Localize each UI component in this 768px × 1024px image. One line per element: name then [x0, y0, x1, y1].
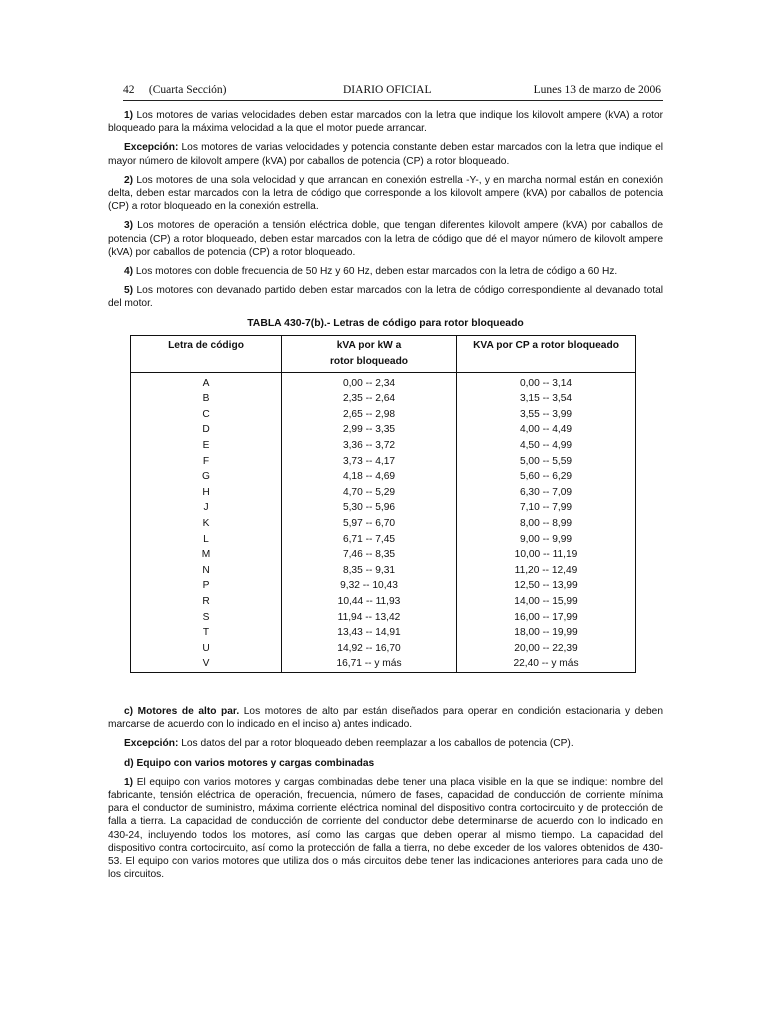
cell-kva-per-kw: 2,35 -- 2,64	[282, 391, 457, 407]
table-row	[131, 422, 636, 438]
bottom-paragraph	[108, 757, 663, 770]
table-row	[131, 563, 636, 579]
cell-code-letter: S	[131, 610, 282, 626]
table-row	[131, 372, 636, 391]
top-paragraphs	[108, 109, 663, 311]
top-paragraph	[108, 141, 663, 167]
cell-kva-per-kw: 5,97 -- 6,70	[282, 516, 457, 532]
cell-code-letter: A	[131, 372, 282, 391]
cell-code-letter: C	[131, 407, 282, 423]
header-date: Lunes 13 de marzo de 2006	[533, 84, 661, 96]
cell-kva-per-cp: 4,00 -- 4,49	[457, 422, 636, 438]
cell-code-letter: T	[131, 625, 282, 641]
cell-kva-per-kw: 11,94 -- 13,42	[282, 610, 457, 626]
cell-code-letter: P	[131, 578, 282, 594]
paragraph-lead: d) Equipo con varios motores y cargas combinadas	[124, 757, 375, 769]
cell-kva-per-cp: 6,30 -- 7,09	[457, 485, 636, 501]
table-row	[131, 485, 636, 501]
paragraph-lead: 1)	[124, 776, 134, 788]
cell-kva-per-cp: 9,00 -- 9,99	[457, 532, 636, 548]
cell-kva-per-kw: 13,43 -- 14,91	[282, 625, 457, 641]
cell-kva-per-kw: 6,71 -- 7,45	[282, 532, 457, 548]
bottom-paragraph	[108, 776, 663, 882]
table-row	[131, 578, 636, 594]
table-row	[131, 547, 636, 563]
table-row	[131, 516, 636, 532]
top-paragraph	[108, 265, 663, 278]
top-paragraph	[108, 284, 663, 310]
cell-kva-per-kw: 0,00 -- 2,34	[282, 372, 457, 391]
table-row	[131, 625, 636, 641]
page-header	[123, 82, 663, 101]
paragraph-lead: c) Motores de alto par.	[124, 705, 240, 717]
cell-code-letter: F	[131, 454, 282, 470]
paragraph-text: Los motores con doble frecuencia de 50 Hz y 60 Hz, deben estar marcados con la letra de código a 60 Hz.	[133, 266, 618, 278]
table-header-row	[131, 335, 636, 372]
paragraph-lead: 2)	[124, 174, 134, 186]
cell-kva-per-cp: 7,10 -- 7,99	[457, 500, 636, 516]
cell-kva-per-kw: 9,32 -- 10,43	[282, 578, 457, 594]
cell-kva-per-kw: 2,99 -- 3,35	[282, 422, 457, 438]
bottom-paragraph	[108, 705, 663, 731]
paragraph-text: El equipo con varios motores y cargas combinadas debe tener una placa visible en la que se indique: nombre del fabricante, tensión eléctrica de operación, frecuencia, número de fases, capacidad de conducción de corriente mínima para el conductor de suministro, máxima corriente eléctrica nominal del dispositivo contra cortocircuito y de protección de falla a tierra. La capacidad de conducción de corriente del conductor debe determinarse de acuerdo con lo indicado en 430-24, incluyendo todos los motores, así como las cargas que deben operar al mismo tiempo. La capacidad del dispositivo contra cortocircuito, así como la protección de falla a tierra, no debe exceder de los valores obtenidos de 430-53. El equipo con varios motores que utiliza dos o más circuitos debe tener las indicaciones anteriores para cada uno de los circuitos.	[108, 776, 663, 881]
top-paragraph	[108, 219, 663, 259]
header-page-section: 42 (Cuarta Sección)	[123, 84, 227, 96]
cell-kva-per-cp: 14,00 -- 15,99	[457, 594, 636, 610]
cell-code-letter: G	[131, 469, 282, 485]
table-row	[131, 391, 636, 407]
cell-kva-per-cp: 5,60 -- 6,29	[457, 469, 636, 485]
cell-kva-per-kw: 10,44 -- 11,93	[282, 594, 457, 610]
cell-kva-per-cp: 20,00 -- 22,39	[457, 641, 636, 657]
code-letter-table	[130, 335, 636, 673]
paragraph-lead: Excepción:	[124, 142, 179, 154]
cell-code-letter: M	[131, 547, 282, 563]
cell-code-letter: B	[131, 391, 282, 407]
table-row	[131, 454, 636, 470]
cell-code-letter: V	[131, 656, 282, 672]
cell-kva-per-kw: 4,70 -- 5,29	[282, 485, 457, 501]
paragraph-lead: 4)	[124, 266, 134, 278]
paragraph-text: Los motores de alto par están diseñados para operar en condición estacionaria y deben marcarse de acuerdo con lo indicado en el inciso a) antes indicado.	[108, 705, 663, 731]
cell-kva-per-kw: 3,36 -- 3,72	[282, 438, 457, 454]
cell-kva-per-cp: 3,15 -- 3,54	[457, 391, 636, 407]
paragraph-text: Los motores de varias velocidades y potencia constante deben estar marcados con la letra que indique el mayor número de kilovolt ampere (kVA) por caballos de potencia (CP) a rotor bloqueado.	[108, 142, 663, 167]
cell-kva-per-cp: 4,50 -- 4,99	[457, 438, 636, 454]
cell-kva-per-cp: 16,00 -- 17,99	[457, 610, 636, 626]
paragraph-lead: 1)	[124, 110, 134, 121]
cell-kva-per-cp: 8,00 -- 8,99	[457, 516, 636, 532]
top-paragraph	[108, 174, 663, 214]
bottom-paragraph	[108, 737, 663, 750]
table-row	[131, 656, 636, 672]
table-row	[131, 532, 636, 548]
paragraph-lead: 3)	[124, 220, 134, 232]
cell-kva-per-cp: 5,00 -- 5,59	[457, 454, 636, 470]
cell-code-letter: H	[131, 485, 282, 501]
cell-code-letter: R	[131, 594, 282, 610]
cell-kva-per-cp: 3,55 -- 3,99	[457, 407, 636, 423]
table-header-letter: Letra de código	[131, 335, 282, 372]
cell-code-letter: N	[131, 563, 282, 579]
bottom-paragraphs	[108, 705, 663, 881]
cell-code-letter: U	[131, 641, 282, 657]
paragraph-lead: Excepción:	[124, 738, 179, 750]
paragraph-text: Los datos del par a rotor bloqueado deben reemplazar a los caballos de potencia (CP).	[178, 738, 574, 750]
table-caption: TABLA 430-7(b).- Letras de código para rotor bloqueado	[247, 317, 524, 329]
paragraph-text: Los motores con devanado partido deben estar marcados con la letra de código correspondiente al devanado total del motor.	[108, 285, 663, 310]
cell-kva-per-cp: 12,50 -- 13,99	[457, 578, 636, 594]
cell-kva-per-kw: 14,92 -- 16,70	[282, 641, 457, 657]
cell-code-letter: E	[131, 438, 282, 454]
paragraph-text: Los motores de varias velocidades deben estar marcados con la letra que indique los kilovolt ampere (kVA) a rotor bloqueado para la máxima velocidad a la que el motor puede arrancar.	[108, 110, 663, 135]
cell-code-letter: J	[131, 500, 282, 516]
header-publication: DIARIO OFICIAL	[343, 84, 432, 96]
cell-kva-per-kw: 16,71 -- y más	[282, 656, 457, 672]
cell-code-letter: K	[131, 516, 282, 532]
table-row	[131, 469, 636, 485]
paragraph-lead: 5)	[124, 285, 134, 297]
cell-kva-per-kw: 2,65 -- 2,98	[282, 407, 457, 423]
paragraph-text: Los motores de operación a tensión eléctrica doble, que tengan diferentes kilovolt ampere (kVA) por caballos de potencia (CP) a rotor bloqueado, deben estar marcados con la letra de código que dé el mayor número de kilovolt ampere (kVA) por caballos de potencia (CP) a rotor bloqueado.	[108, 220, 663, 258]
table-row	[131, 641, 636, 657]
table-row	[131, 610, 636, 626]
cell-kva-per-kw: 7,46 -- 8,35	[282, 547, 457, 563]
table-row	[131, 500, 636, 516]
table-header-kva-kw: kVA por kW a rotor bloqueado	[282, 335, 457, 372]
cell-kva-per-cp: 10,00 -- 11,19	[457, 547, 636, 563]
cell-code-letter: L	[131, 532, 282, 548]
document-page	[108, 82, 663, 881]
cell-kva-per-cp: 11,20 -- 12,49	[457, 563, 636, 579]
cell-kva-per-kw: 8,35 -- 9,31	[282, 563, 457, 579]
cell-kva-per-cp: 0,00 -- 3,14	[457, 372, 636, 391]
cell-kva-per-kw: 5,30 -- 5,96	[282, 500, 457, 516]
table-row	[131, 438, 636, 454]
cell-kva-per-kw: 3,73 -- 4,17	[282, 454, 457, 470]
paragraph-text: Los motores de una sola velocidad y que arrancan en conexión estrella -Y-, y en marcha normal están en conexión delta, deben estar marcados con la letra de código que corresponde a los kilovolt ampere (kVA) por caballos de potencia (CP) a rotor bloqueado en la conexión estrella.	[108, 174, 663, 213]
cell-kva-per-cp: 18,00 -- 19,99	[457, 625, 636, 641]
table-body	[131, 372, 636, 672]
table-row	[131, 594, 636, 610]
top-paragraph	[108, 109, 663, 135]
table-row	[131, 407, 636, 423]
cell-kva-per-cp: 22,40 -- y más	[457, 656, 636, 672]
cell-code-letter: D	[131, 422, 282, 438]
table-header-kva-cp: KVA por CP a rotor bloqueado	[457, 335, 636, 372]
cell-kva-per-kw: 4,18 -- 4,69	[282, 469, 457, 485]
